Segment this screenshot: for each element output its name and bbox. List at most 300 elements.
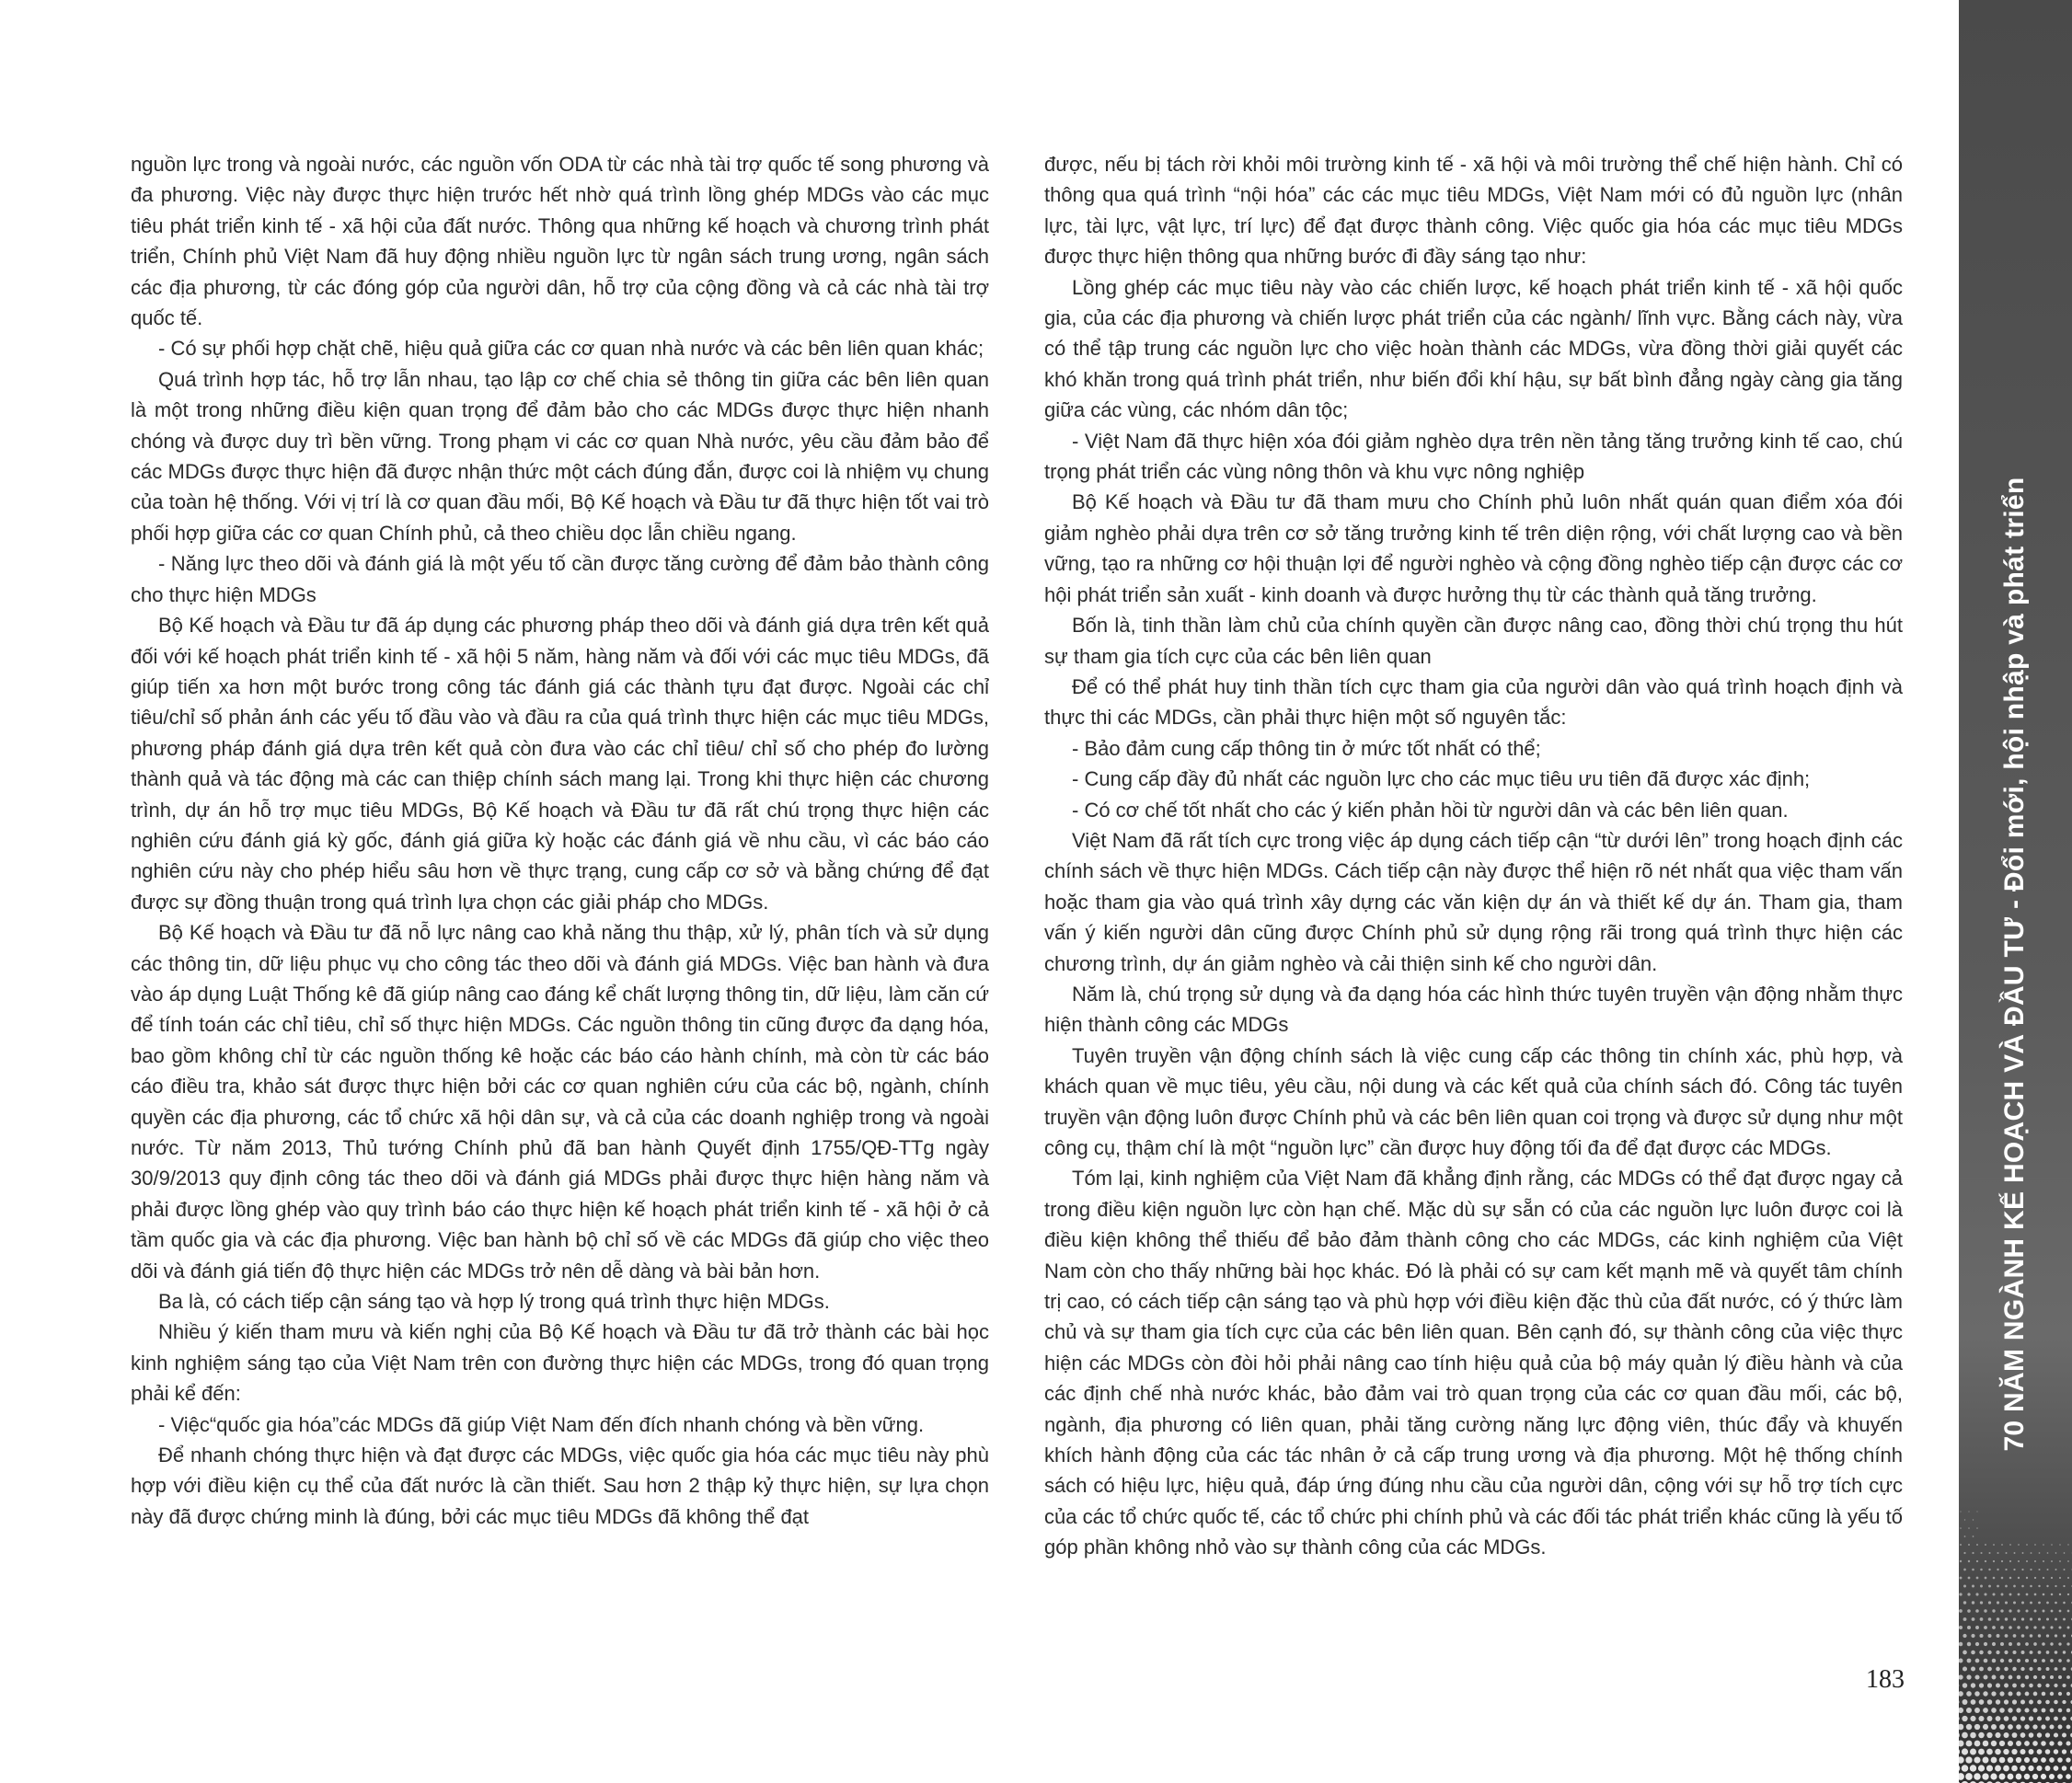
halftone-dot <box>1960 1527 1962 1529</box>
halftone-dot <box>2001 1577 2004 1580</box>
halftone-dot <box>2051 1610 2054 1613</box>
halftone-dot <box>1988 1601 1991 1604</box>
halftone-dot <box>1978 1765 1985 1771</box>
halftone-dot <box>2033 1659 2037 1662</box>
halftone-dot <box>1966 1741 1973 1747</box>
halftone-dot <box>1996 1651 1999 1654</box>
halftone-dot <box>1941 1756 1948 1764</box>
halftone-dot <box>1987 1683 1992 1687</box>
halftone-dot <box>2037 1684 2041 1687</box>
halftone-dot <box>1978 1732 1984 1738</box>
halftone-dot <box>1991 1741 1997 1746</box>
halftone-dot <box>2022 1552 2024 1554</box>
halftone-dot <box>2051 1593 2054 1596</box>
halftone-dot <box>2018 1544 2020 1546</box>
halftone-dot <box>1987 1651 1991 1654</box>
halftone-dot <box>2017 1675 2021 1680</box>
halftone-dot <box>1958 1708 1963 1713</box>
halftone-dot <box>2046 1569 2048 1570</box>
halftone-dot <box>1955 1569 1958 1571</box>
halftone-dot <box>1983 1691 1987 1696</box>
halftone-dot <box>2036 1766 2042 1771</box>
paragraph: Để nhanh chóng thực hiện và đạt được các MDGs, việc quốc gia hóa các mục tiêu này phù hợp với điều kiện cụ thể của đất nước là cần thiết. Sau hơn 2 thập kỷ thực hiện, sự lựa chọn này đã được chứng minh là đúng, bởi các mục tiêu MDGs đã không thể đạt <box>131 1444 989 1528</box>
halftone-dot <box>2024 1774 2030 1779</box>
halftone-dot <box>2009 1642 2012 1646</box>
halftone-dot <box>1980 1617 1984 1621</box>
halftone-dot <box>2067 1544 2068 1545</box>
halftone-dot <box>2045 1684 2049 1687</box>
halftone-dot <box>1967 1659 1972 1663</box>
halftone-dot <box>2025 1609 2028 1612</box>
halftone-dot <box>1945 1748 1951 1754</box>
halftone-dot <box>2011 1749 2017 1754</box>
halftone-dot <box>1997 1601 1999 1604</box>
halftone-dot <box>1955 1584 1958 1587</box>
halftone-dot <box>2062 1717 2066 1721</box>
halftone-dot <box>1942 1609 1946 1613</box>
halftone-dot <box>1960 1544 1962 1546</box>
halftone-dot <box>1958 1674 1963 1679</box>
right-text-column <box>1044 149 1903 1563</box>
halftone-dot <box>1976 1544 1978 1546</box>
halftone-dot <box>1950 1658 1954 1662</box>
halftone-dot <box>1985 1544 1986 1546</box>
halftone-dot <box>2004 1684 2009 1688</box>
paragraph: - Việc“quốc gia hóa”các MDGs đã giúp Việt Nam đến đích nhanh chóng và bền vững. <box>158 1412 925 1436</box>
halftone-dot <box>1941 1658 1946 1662</box>
halftone-dot <box>1979 1634 1983 1638</box>
halftone-dot <box>1985 1577 1987 1580</box>
paragraph: Để có thể phát huy tinh thần tích cực tham gia của người dân vào quá trình hoạch định và thực thi các MDGs, cần phải thực hiện một số nguyên tắc: <box>1044 674 1903 730</box>
halftone-dot <box>2046 1667 2050 1671</box>
halftone-dot <box>2043 1544 2044 1546</box>
halftone-dot <box>2057 1741 2062 1745</box>
halftone-dot <box>1959 1626 1963 1629</box>
halftone-dot <box>2018 1560 2020 1562</box>
halftone-dot <box>2034 1544 2036 1546</box>
halftone-dot <box>2009 1626 2012 1629</box>
halftone-dot <box>2000 1626 2004 1629</box>
halftone-dot <box>2062 1766 2067 1771</box>
halftone-dot <box>2024 1724 2029 1729</box>
halftone-dot <box>1996 1716 2001 1721</box>
halftone-dot <box>1962 1748 1968 1754</box>
halftone-dot <box>2042 1642 2045 1646</box>
halftone-dot <box>1957 1773 1964 1780</box>
paragraph: Nhiều ý kiến tham mưu và kiến nghị của Bộ Kế hoạch và Đầu tư đã trở thành các bài học kinh nghiệm sáng tạo của Việt Nam trên con đường thực hiện các MDGs, trong đó quan trọng phải kể đến: <box>131 1320 989 1406</box>
halftone-dot <box>2051 1560 2053 1562</box>
halftone-dot <box>2014 1552 2016 1554</box>
halftone-dot <box>2046 1634 2049 1637</box>
halftone-dot <box>1984 1642 1987 1646</box>
halftone-dot <box>1968 1544 1970 1546</box>
halftone-dot <box>1941 1724 1947 1731</box>
halftone-dot <box>1963 1634 1966 1638</box>
halftone-dot <box>2047 1552 2049 1554</box>
halftone-dot <box>1980 1585 1983 1588</box>
halftone-dot <box>1956 1536 1958 1537</box>
halftone-dot <box>2004 1699 2009 1704</box>
halftone-dot <box>2029 1700 2033 1705</box>
halftone-dot <box>2033 1626 2036 1628</box>
halftone-dot <box>1963 1584 1966 1587</box>
halftone-dot <box>1975 1659 1980 1663</box>
halftone-dot <box>1974 1691 1980 1697</box>
halftone-dot <box>2038 1651 2042 1654</box>
paragraph: Năm là, chú trọng sử dụng và đa dạng hóa các hình thức tuyên truyền vận động nhằm thực hiện thành công các MDGs <box>1044 982 1903 1037</box>
halftone-dot <box>1964 1519 1965 1520</box>
halftone-dot <box>1965 1756 1972 1763</box>
halftone-dot <box>1967 1609 1971 1613</box>
halftone-dot <box>2008 1741 2013 1746</box>
halftone-dot <box>1992 1626 1996 1629</box>
halftone-dot <box>2067 1610 2070 1613</box>
halftone-dot <box>2058 1642 2061 1645</box>
halftone-dot <box>2018 1577 2020 1579</box>
halftone-dot <box>1991 1724 1997 1730</box>
halftone-dot <box>2050 1626 2053 1628</box>
halftone-dot <box>2013 1634 2017 1638</box>
halftone-dot <box>2008 1724 2013 1730</box>
halftone-dot <box>2042 1675 2045 1679</box>
halftone-dot <box>2057 1757 2063 1763</box>
halftone-dot <box>1943 1560 1946 1563</box>
halftone-dot <box>1985 1560 1986 1562</box>
side-title: 70 NĂM NGÀNH KẾ HOẠCH VÀ ĐẦU TƯ - Đổi mới, hội nhập và phát triển <box>1999 477 2030 1452</box>
halftone-dot <box>1941 1691 1947 1697</box>
halftone-dot <box>2050 1692 2054 1696</box>
halftone-dot <box>2062 1733 2066 1738</box>
halftone-dot <box>2020 1716 2025 1720</box>
halftone-dot <box>1999 1691 2004 1696</box>
halftone-dot <box>2026 1560 2028 1562</box>
halftone-dot <box>2054 1684 2057 1687</box>
halftone-dot <box>1953 1699 1959 1705</box>
halftone-dot <box>1988 1569 1990 1570</box>
halftone-dot <box>1951 1642 1955 1647</box>
halftone-dot <box>2030 1602 2032 1605</box>
halftone-dot <box>2021 1585 2024 1588</box>
halftone-dot <box>2064 1552 2066 1554</box>
halftone-dot <box>1951 1593 1953 1595</box>
halftone-dot <box>2049 1757 2055 1763</box>
halftone-dot <box>1971 1683 1975 1687</box>
halftone-dot <box>2004 1716 2009 1721</box>
halftone-dot <box>1988 1552 1990 1554</box>
halftone-dot <box>2024 1708 2029 1712</box>
halftone-dot <box>2005 1617 2008 1620</box>
halftone-dot <box>2021 1617 2024 1620</box>
halftone-dot <box>2051 1577 2053 1579</box>
halftone-dot <box>2000 1609 2003 1612</box>
halftone-dot <box>1995 1749 2001 1755</box>
paragraph: - Năng lực theo dõi và đánh giá là một yếu tố cần được tăng cường để đảm bảo thành công cho thực hiện MDGs <box>131 552 989 606</box>
halftone-dot <box>1991 1691 1996 1696</box>
halftone-dot <box>2063 1667 2066 1671</box>
halftone-dot <box>1987 1667 1992 1672</box>
halftone-dot <box>1999 1757 2006 1764</box>
halftone-dot <box>2037 1667 2041 1671</box>
halftone-dot <box>1995 1732 2000 1738</box>
halftone-dot <box>1999 1724 2005 1730</box>
halftone-dot <box>1993 1577 1996 1580</box>
halftone-dot <box>2012 1651 2016 1654</box>
halftone-dot <box>2032 1724 2037 1729</box>
halftone-dot <box>1992 1609 1995 1612</box>
halftone-dot <box>2046 1651 2050 1654</box>
halftone-dot <box>2020 1732 2026 1738</box>
halftone-dot <box>1968 1527 1970 1529</box>
halftone-dot <box>2055 1651 2058 1654</box>
halftone-dot <box>1960 1577 1963 1580</box>
halftone-dot <box>1946 1651 1951 1655</box>
halftone-dot <box>1968 1560 1970 1562</box>
halftone-dot <box>1996 1683 2000 1687</box>
halftone-dot <box>1954 1651 1959 1655</box>
halftone-dot <box>2066 1757 2070 1762</box>
halftone-dot <box>1974 1773 1981 1780</box>
halftone-dot <box>2009 1593 2012 1596</box>
halftone-dot <box>2016 1774 2022 1780</box>
halftone-dot <box>2055 1667 2058 1671</box>
halftone-dot <box>1959 1609 1963 1613</box>
halftone-dot <box>2012 1716 2017 1720</box>
halftone-dot <box>1951 1609 1954 1613</box>
halftone-dot <box>1950 1691 1955 1697</box>
halftone-dot <box>2004 1732 2009 1738</box>
halftone-dot <box>2003 1749 2009 1754</box>
halftone-dot <box>1962 1716 1967 1721</box>
halftone-dot <box>1943 1527 1945 1529</box>
halftone-dot <box>1992 1675 1997 1680</box>
halftone-dot <box>2009 1544 2011 1546</box>
halftone-dot <box>2067 1627 2070 1629</box>
halftone-dot <box>1948 1536 1950 1537</box>
halftone-dot <box>1966 1708 1972 1713</box>
halftone-dot <box>2049 1724 2054 1729</box>
halftone-dot <box>1946 1683 1951 1688</box>
halftone-dot <box>1978 1716 1984 1721</box>
halftone-dot <box>2055 1569 2057 1570</box>
halftone-dot <box>2045 1700 2050 1705</box>
halftone-dot <box>1943 1544 1945 1546</box>
halftone-dot <box>1993 1560 1995 1562</box>
halftone-dot <box>2054 1766 2059 1771</box>
halftone-dot <box>2000 1659 2004 1662</box>
halftone-dot <box>1963 1666 1967 1671</box>
paragraph: Tóm lại, kinh nghiệm của Việt Nam đã khẳng định rằng, các MDGs có thể đạt được ngay cả trong điều kiện nguồn lực còn hạn chế. Mặc dù sự sẵn có của các nguồn lực luôn được coi là điều kiện không thể thiếu để bảo đảm thành công cho các MDGs, các kinh nghiệm của Việt Nam còn cho thấy những bài học khác. Đó là phải có sự cam kết mạnh mẽ và quyết tâm chính trị cao, có cách tiếp cận sáng tạo và phù hợp với điều kiện đặc thù của đất nước, có ý thức làm chủ và sự tham gia tích cực của các bên liên quan. Bên cạnh đó, sự thành công của việc thực hiện các MDGs còn đòi hỏi phải nâng cao tính hiệu quả của bộ máy quản lý điều hành và của các định chế nhà nước khác, bảo đảm vai trò quan trọng của các cơ quan đầu mối, các bộ, ngành, địa phương có liên quan, phải tăng cường năng lực động viên, thúc đẩy và khuyến khích hành động của các tác nhân ở cả cấp trung ương và địa phương. Một hệ thống chính sách có hiệu lực, hiệu quả, đáp ứng đúng nhu cầu của người dân, cộng với sự hỗ trợ tích cực của các tổ chức quốc tế, các tổ chức phi chính phủ và các đối tác phát triển khác cũng là yếu tố góp phần không nhỏ vào sự thành công của các MDGs. <box>1044 1167 1903 1559</box>
halftone-dot <box>1942 1642 1947 1647</box>
halftone-dot <box>2004 1667 2009 1672</box>
halftone-dot <box>2057 1774 2063 1779</box>
halftone-dot <box>2032 1741 2038 1746</box>
halftone-dot <box>2009 1675 2013 1680</box>
halftone-dot <box>1941 1740 1948 1746</box>
halftone-dot <box>2055 1618 2057 1621</box>
halftone-dot <box>1955 1617 1959 1621</box>
halftone-dot <box>2021 1602 2024 1605</box>
halftone-dot <box>2017 1692 2021 1697</box>
halftone-dot <box>2025 1675 2029 1679</box>
paragraph: - Bảo đảm cung cấp thông tin ở mức tốt nhất có thể; <box>1072 736 1541 760</box>
halftone-dot <box>1946 1634 1950 1638</box>
halftone-dot <box>2016 1741 2021 1746</box>
halftone-dot <box>1959 1642 1963 1647</box>
halftone-dot <box>2066 1725 2071 1730</box>
halftone-dot <box>1984 1659 1988 1663</box>
halftone-dot <box>1983 1724 1988 1730</box>
halftone-dot <box>2045 1732 2050 1737</box>
halftone-dot <box>1954 1683 1960 1688</box>
halftone-dot <box>2063 1634 2066 1637</box>
halftone-dot <box>2045 1717 2050 1721</box>
halftone-dot <box>2058 1626 2061 1628</box>
paragraph: nguồn lực trong và ngoài nước, các nguồn vốn ODA từ các nhà tài trợ quốc tế song phương và đa phương. Việc này được thực hiện trước hết nhờ quá trình lồng ghép MDGs vào các mục tiêu phát triển kinh tế - xã hội của đất nước. Thông qua những kế hoạch và chương trình phát triển, Chính phủ Việt Nam đã huy động nhiều nguồn lực từ ngân sách trung ương, ngân sách các địa phương, từ các đóng góp của người dân, hỗ trợ của cộng đồng và cả các nhà tài trợ quốc tế. <box>131 153 989 330</box>
halftone-dot <box>1987 1699 1993 1705</box>
halftone-dot <box>1951 1577 1954 1580</box>
halftone-dot <box>2059 1560 2061 1562</box>
halftone-dot <box>1941 1773 1948 1780</box>
halftone-dot <box>2043 1577 2044 1579</box>
halftone-dot <box>1968 1577 1971 1580</box>
halftone-dot <box>2020 1749 2025 1754</box>
halftone-dot <box>1996 1699 2000 1704</box>
halftone-dot <box>1999 1741 2005 1746</box>
halftone-dot <box>1955 1601 1959 1605</box>
halftone-dot <box>2038 1634 2041 1637</box>
halftone-dot <box>2066 1692 2070 1696</box>
halftone-dot <box>1947 1569 1950 1571</box>
halftone-dot <box>1988 1617 1992 1621</box>
halftone-dot <box>1949 1740 1955 1746</box>
halftone-dot <box>1947 1552 1949 1554</box>
halftone-dot <box>2013 1585 2016 1588</box>
halftone-dot <box>2058 1708 2063 1713</box>
halftone-dot <box>2045 1749 2051 1754</box>
halftone-dot <box>1980 1601 1983 1604</box>
paragraph: Việt Nam đã rất tích cực trong việc áp dụng cách tiếp cận “từ dưới lên” trong hoạch định các chính sách về thực hiện MDGs. Cách tiếp cận này được thể hiện rõ nét nhất qua việc tham vấn hoặc tham gia vào quá trình xây dựng các văn kiện dự án và thiết kế dự án. Tham gia, tham vấn ý kiến người dân cũng được Chính phủ sử dụng rộng rãi trong quá trình thực hiện các chương trình, dự án giảm nghèo và cải thiện sinh kế cho người dân. <box>1044 828 1903 975</box>
paragraph: - Việt Nam đã thực hiện xóa đói giảm nghèo dựa trên nền tảng tăng trưởng kinh tế cao, chú trọng phát triển các vùng nông thôn và khu vực nông nghiệp <box>1044 429 1903 484</box>
halftone-dot <box>2026 1577 2028 1579</box>
halftone-dot <box>2063 1585 2065 1587</box>
halftone-dot <box>1953 1716 1959 1721</box>
halftone-dot <box>2042 1626 2044 1628</box>
halftone-dot <box>1979 1651 1983 1654</box>
halftone-dot <box>1949 1756 1956 1764</box>
halftone-dot <box>2034 1560 2036 1562</box>
halftone-dot <box>2063 1618 2066 1621</box>
halftone-dot <box>2055 1634 2057 1637</box>
halftone-dot <box>2050 1675 2054 1679</box>
halftone-dot <box>2066 1708 2070 1712</box>
halftone-dot <box>1942 1626 1946 1629</box>
halftone-dot <box>1983 1708 1988 1713</box>
halftone-dot <box>1974 1674 1979 1679</box>
halftone-dot <box>1980 1552 1982 1554</box>
halftone-dot <box>2038 1602 2041 1605</box>
halftone-dot <box>2012 1699 2017 1704</box>
paragraph: Tuyên truyền vận động chính sách là việc cung cấp các thông tin chính xác, phù hợp, và khách quan về mục tiêu, yêu cầu, nội dung và các kết quả của chính sách đó. Công tác tuyên truyền vận động luôn được Chính phủ và các bên liên quan coi trọng và được sử dụng như một công cụ, thậm chí là một “nguồn lực” cần được huy động tối đa để đạt được các MDGs. <box>1044 1043 1903 1159</box>
page-number: 183 <box>1866 1665 1905 1694</box>
halftone-dot <box>2013 1617 2016 1620</box>
halftone-dot <box>1963 1699 1968 1705</box>
halftone-dot <box>1971 1699 1976 1705</box>
halftone-dot <box>1997 1569 1998 1570</box>
halftone-dot <box>2025 1626 2028 1628</box>
halftone-dot <box>2018 1593 2020 1596</box>
halftone-dot <box>1973 1536 1974 1537</box>
halftone-dot <box>1991 1757 1997 1764</box>
halftone-dot <box>2017 1609 2020 1612</box>
halftone-dot <box>2037 1749 2043 1754</box>
halftone-dot <box>1997 1617 2000 1621</box>
halftone-dot <box>2034 1577 2036 1579</box>
halftone-dot <box>2020 1684 2025 1688</box>
halftone-dot <box>1962 1765 1969 1772</box>
halftone-dot <box>2016 1708 2020 1712</box>
halftone-dot <box>1992 1642 1996 1646</box>
paragraph: Bộ Kế hoạch và Đầu tư đã tham mưu cho Chính phủ luôn nhất quán quan điểm xóa đói giảm nghèo phải dựa trên cơ sở tăng trưởng kinh tế trên diện rộng, với chất lượng cao và bền vững, tạo ra những cơ hội thuận lợi để người nghèo và cộng đồng nghèo tiếp cận được các cơ hội phát triển sản xuất - kinh doanh và được hưởng thụ từ các thành quả tăng trưởng. <box>1044 490 1903 606</box>
halftone-dot <box>2005 1585 2008 1588</box>
halftone-dot <box>2005 1601 2008 1604</box>
halftone-dot <box>1959 1659 1963 1663</box>
halftone-dot <box>2041 1757 2046 1763</box>
halftone-dot <box>2017 1659 2020 1662</box>
halftone-dot <box>2000 1642 2004 1646</box>
halftone-dot <box>1984 1609 1986 1612</box>
halftone-dot <box>1947 1601 1951 1605</box>
halftone-dot <box>1966 1691 1972 1697</box>
halftone-dot <box>2049 1741 2054 1745</box>
halftone-dot <box>2038 1585 2040 1587</box>
halftone-dot <box>2008 1708 2012 1712</box>
halftone-dot <box>1971 1667 1975 1672</box>
halftone-dot <box>2050 1708 2055 1713</box>
halftone-dot <box>2046 1585 2048 1587</box>
halftone-dot <box>2054 1717 2058 1721</box>
halftone-dot <box>2049 1774 2055 1779</box>
halftone-dot <box>1966 1674 1971 1679</box>
halftone-dot <box>1942 1593 1945 1595</box>
halftone-dot <box>2005 1634 2009 1638</box>
halftone-dot <box>2030 1617 2032 1620</box>
halftone-dot <box>1997 1552 1998 1554</box>
halftone-dot <box>2051 1544 2053 1546</box>
halftone-dot <box>1976 1527 1978 1529</box>
halftone-dot <box>2028 1766 2033 1771</box>
halftone-dot <box>1958 1741 1964 1747</box>
halftone-dot <box>2021 1651 2025 1654</box>
halftone-dot <box>1957 1756 1963 1763</box>
halftone-dot <box>2059 1544 2061 1546</box>
halftone-dot <box>2034 1610 2037 1613</box>
halftone-dot <box>1973 1519 1974 1520</box>
halftone-dot <box>1945 1699 1951 1705</box>
halftone-dot <box>1997 1634 2000 1638</box>
halftone-dot <box>2054 1732 2058 1737</box>
halftone-dot <box>1971 1634 1974 1638</box>
paragraph: - Có sự phối hợp chặt chẽ, hiệu quả giữa các cơ quan nhà nước và các bên liên quan khác; <box>158 337 984 361</box>
halftone-dot <box>1953 1748 1960 1754</box>
halftone-dot <box>1941 1674 1947 1680</box>
halftone-dot <box>2024 1757 2030 1763</box>
halftone-dot <box>2029 1684 2033 1688</box>
halftone-dot <box>1950 1708 1955 1713</box>
paragraph: Bộ Kế hoạch và Đầu tư đã nỗ lực nâng cao khả năng thu thập, xử lý, phân tích và sử dụng các thông tin, dữ liệu phục vụ cho công tác theo dõi và đánh giá MDGs. Việc ban hành và đưa vào áp dụng Luật Thống kê đã giúp nâng cao đáng kể chất lượng thông tin, dữ liệu, làm căn cứ để tính toán các chỉ tiêu, chỉ số thực hiện MDGs. Các nguồn thông tin cũng được đa dạng hóa, bao gồm không chỉ từ các nguồn thống kê hoặc các báo cáo hành chính, mà còn từ các báo cáo điều tra, khảo sát được thực hiện bởi các cơ quan nghiên cứu của các bộ, ngành, chính quyền các địa phương, các tổ chức xã hội dân sự, và cả của các doanh nghiệp trong và ngoài nước. Từ năm 2013, Thủ tướng Chính phủ đã ban hành Quyết định 1755/QĐ-TTg ngày 30/9/2013 quy định công tác theo dõi và đánh giá MDGs phải được thực hiện hàng năm và phải được lồng ghép vào quy trình báo cáo thực hiện kế hoạch phát triển kinh tế - xã hội ở cả tầm quốc gia và các địa phương. Việc ban hành bộ chỉ số về các MDGs đã giúp cho việc theo dõi và đánh giá tiến độ thực hiện các MDGs trở nên dễ dàng và bài bản hơn. <box>131 921 989 1283</box>
halftone-dot <box>1945 1716 1951 1722</box>
halftone-dot <box>2026 1544 2028 1546</box>
halftone-dot <box>1986 1765 1993 1771</box>
